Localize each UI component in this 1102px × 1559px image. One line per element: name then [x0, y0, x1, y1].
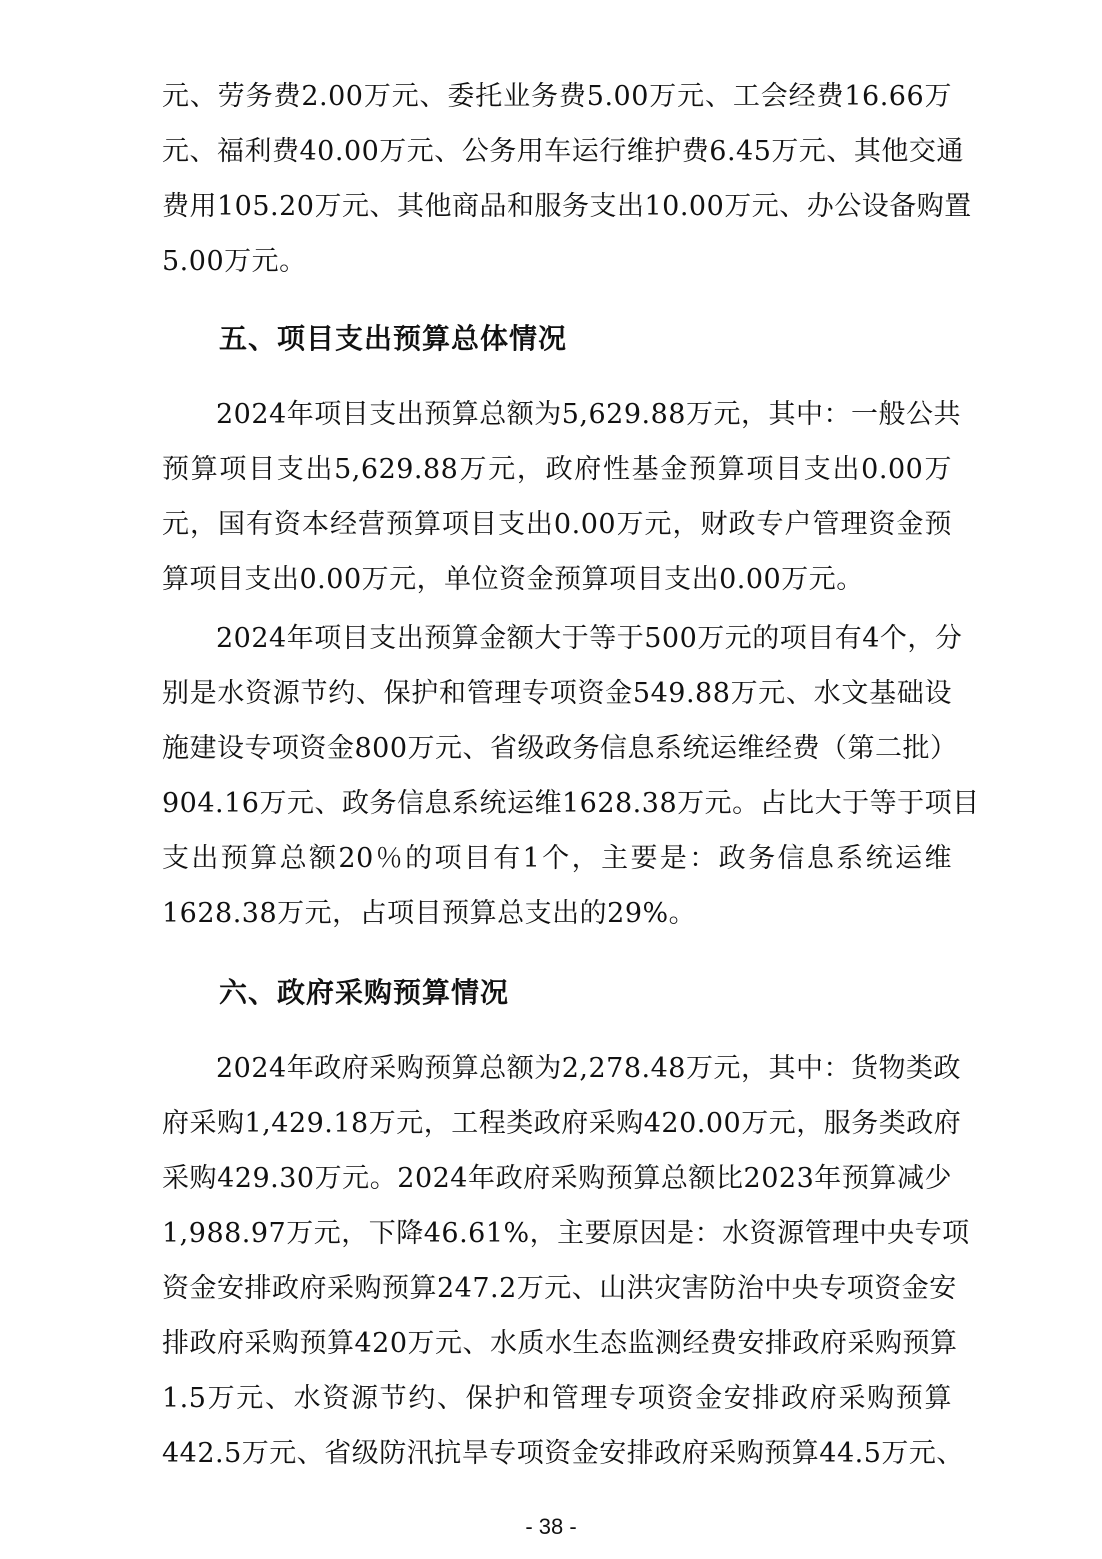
- text-line: 5.00万元。: [162, 246, 307, 277]
- text-line: 442.5万元、省级防汛抗旱专项资金安排政府采购预算44.5万元、: [162, 1438, 964, 1469]
- text-line: 1.5万元、水资源节约、保护和管理专项资金安排政府采购预算: [162, 1383, 952, 1414]
- text-line: 支出预算总额20％的项目有1个，主要是：政务信息系统运维: [162, 843, 952, 874]
- section-heading-5: 五、项目支出预算总体情况: [219, 322, 568, 355]
- text-line: 采购429.30万元。2024年政府采购预算总额比2023年预算减少: [162, 1163, 952, 1194]
- text-line: 1,988.97万元，下降46.61%，主要原因是：水资源管理中央专项: [162, 1218, 970, 1249]
- text-line: 元、福利费40.00万元、公务用车运行维护费6.45万元、其他交通: [162, 136, 964, 167]
- page-number: - 38 -: [525, 1514, 577, 1539]
- text-line: 2024年政府采购预算总额为2,278.48万元，其中：货物类政: [216, 1053, 961, 1084]
- text-line: 1628.38万元，占项目预算总支出的29%。: [162, 898, 697, 929]
- text-line: 府采购1,429.18万元，工程类政府采购420.00万元，服务类政府: [162, 1108, 962, 1139]
- text-line: 排政府采购预算420万元、水质水生态监测经费安排政府采购预算: [162, 1328, 958, 1359]
- text-line: 元、劳务费2.00万元、委托业务费5.00万元、工会经费16.66万: [162, 81, 952, 112]
- text-line: 2024年项目支出预算总额为5,629.88万元，其中：一般公共: [216, 399, 961, 430]
- text-line: 资金安排政府采购预算247.2万元、山洪灾害防治中央专项资金安: [162, 1273, 957, 1304]
- text-line: 算项目支出0.00万元，单位资金预算项目支出0.00万元。: [162, 564, 864, 595]
- section-heading-6: 六、政府采购预算情况: [219, 976, 510, 1009]
- text-line: 元，国有资本经营预算项目支出0.00万元，财政专户管理资金预: [162, 509, 952, 540]
- text-line: 费用105.20万元、其他商品和服务支出10.00万元、办公设备购置: [162, 191, 972, 222]
- text-line: 904.16万元、政务信息系统运维1628.38万元。占比大于等于项目: [162, 788, 980, 819]
- text-line: 别是水资源节约、保护和管理专项资金549.88万元、水文基础设: [162, 678, 952, 709]
- text-line: 施建设专项资金800万元、省级政务信息系统运维经费（第二批）: [162, 733, 958, 764]
- text-line: 预算项目支出5,629.88万元，政府性基金预算项目支出0.00万: [162, 454, 952, 485]
- text-line: 2024年项目支出预算金额大于等于500万元的项目有4个，分: [216, 623, 963, 654]
